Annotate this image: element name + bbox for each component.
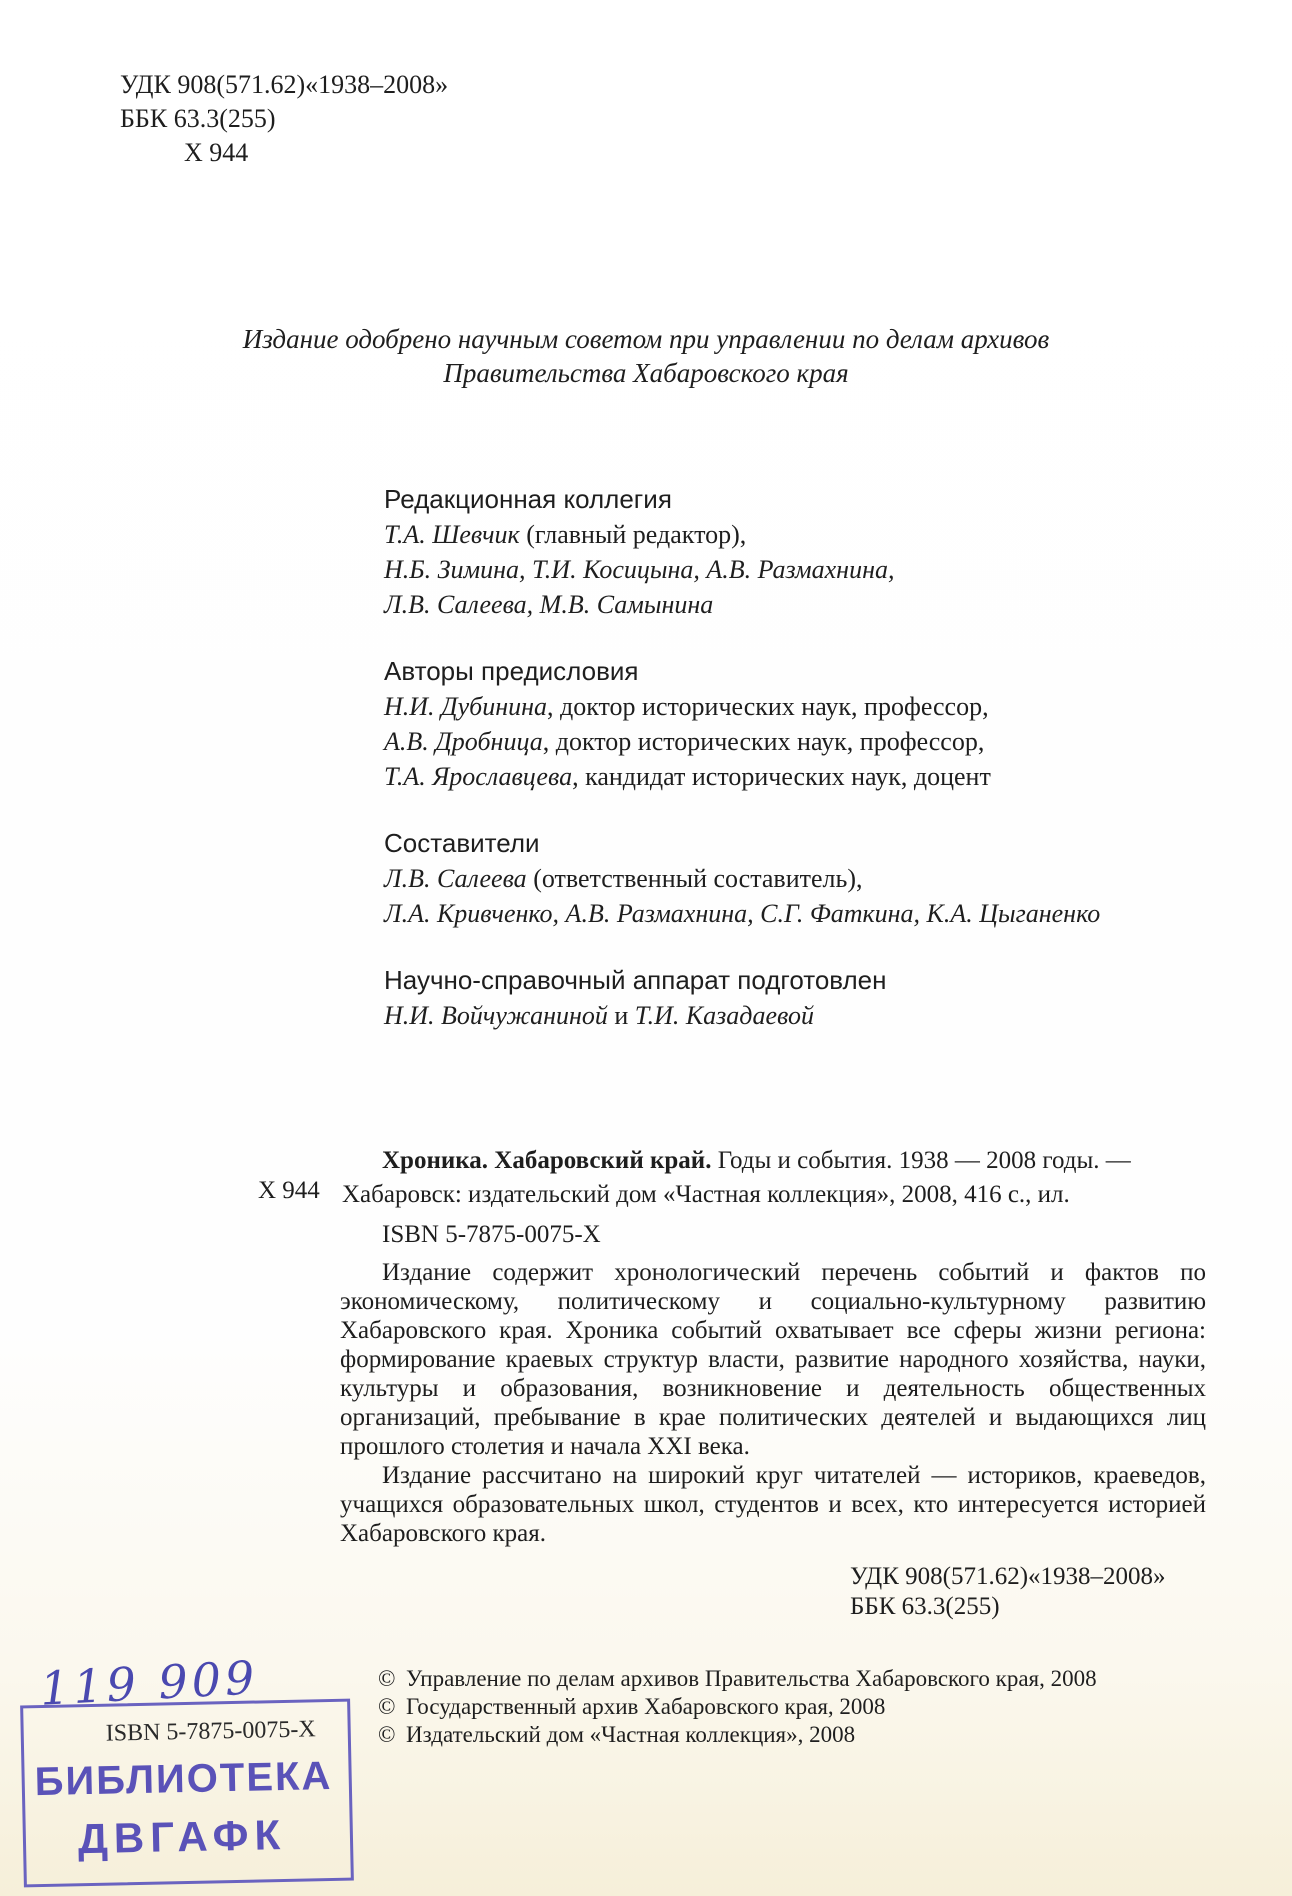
preface-heading: Авторы предисловия <box>384 656 639 686</box>
approval-line-1: Издание одобрено научным советом при управлении по делам архивов <box>242 324 1050 354</box>
bbk-code: ББК 63.3(255) <box>120 104 276 133</box>
credits-block <box>384 482 1100 1065</box>
book-title: Хроника. Хабаровский край. <box>382 1147 712 1174</box>
preface-author-name: А.В. Дробница <box>384 727 543 756</box>
udk-code: УДК 908(571.62)«1938–2008» <box>120 70 449 99</box>
library-stamp <box>20 1699 354 1888</box>
copyright-icon: © <box>378 1666 396 1691</box>
reference-isbn: ISBN 5-7875-0075-X <box>382 1221 601 1248</box>
apparatus-heading: Научно-справочный аппарат подготовлен <box>384 965 887 995</box>
chief-editor-name: Т.А. Шевчик <box>384 520 520 549</box>
compilers-heading: Составители <box>384 828 540 858</box>
book-subtitle: Годы и события. 1938 — 2008 годы. — <box>711 1147 1131 1174</box>
apparatus-conjunction: и <box>607 1001 635 1030</box>
lead-compiler-role: (ответственный составитель), <box>526 864 863 893</box>
udk-header-block <box>120 68 448 170</box>
preface-author-title: , доктор исторических наук, профессор, <box>542 727 985 756</box>
preface-authors <box>384 654 1100 794</box>
bbk-code: ББК 63.3(255) <box>850 1593 1000 1620</box>
reference-title <box>382 1146 1131 1176</box>
preface-author-name: Н.И. Дубинина <box>384 692 548 721</box>
handwritten-inventory-number: 119 909 <box>38 1650 260 1716</box>
editorial-heading: Редакционная коллегия <box>384 484 672 514</box>
abstract-paragraph-1: Издание содержит хронологический перечень событий и фактов по экономическому, политическому и социально-культурному развитию Хабаровского края. Хроника событий охватывает все сферы жизни региона: формирование краевых структур власти, развитие народного хозяйства, науки, культуры и образования, возникновение и деятельность общественных организаций, пребывание в крае политических деятелей и выдающихся лиц прошлого столетия и начала XXI века. <box>340 1259 1206 1460</box>
udk-footer-block <box>850 1562 1166 1622</box>
apparatus-author-1: Н.И. Войчужаниной <box>384 1001 608 1030</box>
abstract <box>340 1258 1206 1548</box>
editorial-members-1: Н.Б. Зимина, Т.И. Косицына, А.В. Размахнина, <box>384 555 895 584</box>
preface-author-title: , кандидат исторических наук, доцент <box>572 762 991 791</box>
copyright-icon: © <box>378 1694 396 1719</box>
lead-compiler-name: Л.В. Салеева <box>384 864 527 893</box>
reference-author-code: Х 944 <box>258 1177 320 1204</box>
copyright-line: © Государственный архив Хабаровского края, 2008 <box>378 1694 886 1719</box>
copyright-line: © Управление по делам архивов Правительства Хабаровского края, 2008 <box>378 1666 1097 1691</box>
apparatus-author-2: Т.И. Казадаевой <box>634 1001 814 1030</box>
chief-editor-role: (главный редактор), <box>519 520 747 549</box>
udk-code: УДК 908(571.62)«1938–2008» <box>850 1563 1166 1590</box>
reference-apparatus <box>384 963 1100 1033</box>
stamp-line-2: ДВГАФК <box>77 1810 287 1863</box>
approval-note <box>0 322 1292 390</box>
editorial-board <box>384 482 1100 622</box>
stamp-isbn: ISBN 5-7875-0075-X <box>105 1716 316 1747</box>
copyright-block <box>378 1665 1097 1749</box>
compilers <box>384 826 1100 931</box>
copyright-line: © Издательский дом «Частная коллекция», 2008 <box>378 1722 856 1747</box>
approval-line-2: Правительства Хабаровского края <box>443 358 849 388</box>
preface-author-title: , доктор исторических наук, профессор, <box>547 692 989 721</box>
stamp-line-1: БИБЛИОТЕКА <box>34 1753 333 1805</box>
author-sign-code: Х 944 <box>184 138 249 167</box>
compilers-list: Л.А. Кривченко, А.В. Размахнина, С.Г. Фаткина, К.А. Цыганенко <box>384 899 1101 928</box>
copyright-icon: © <box>378 1722 396 1747</box>
abstract-paragraph-2: Издание рассчитано на широкий круг читателей — историков, краеведов, учащихся образовательных школ, студентов и всех, кто интересуется историей Хабаровского края. <box>340 1462 1206 1547</box>
reference-publisher: Хабаровск: издательский дом «Частная коллекция», 2008, 416 с., ил. <box>342 1181 1070 1208</box>
editorial-members-2: Л.В. Салеева, М.В. Самынина <box>384 590 714 619</box>
preface-author-name: Т.А. Ярославцева <box>384 762 573 791</box>
